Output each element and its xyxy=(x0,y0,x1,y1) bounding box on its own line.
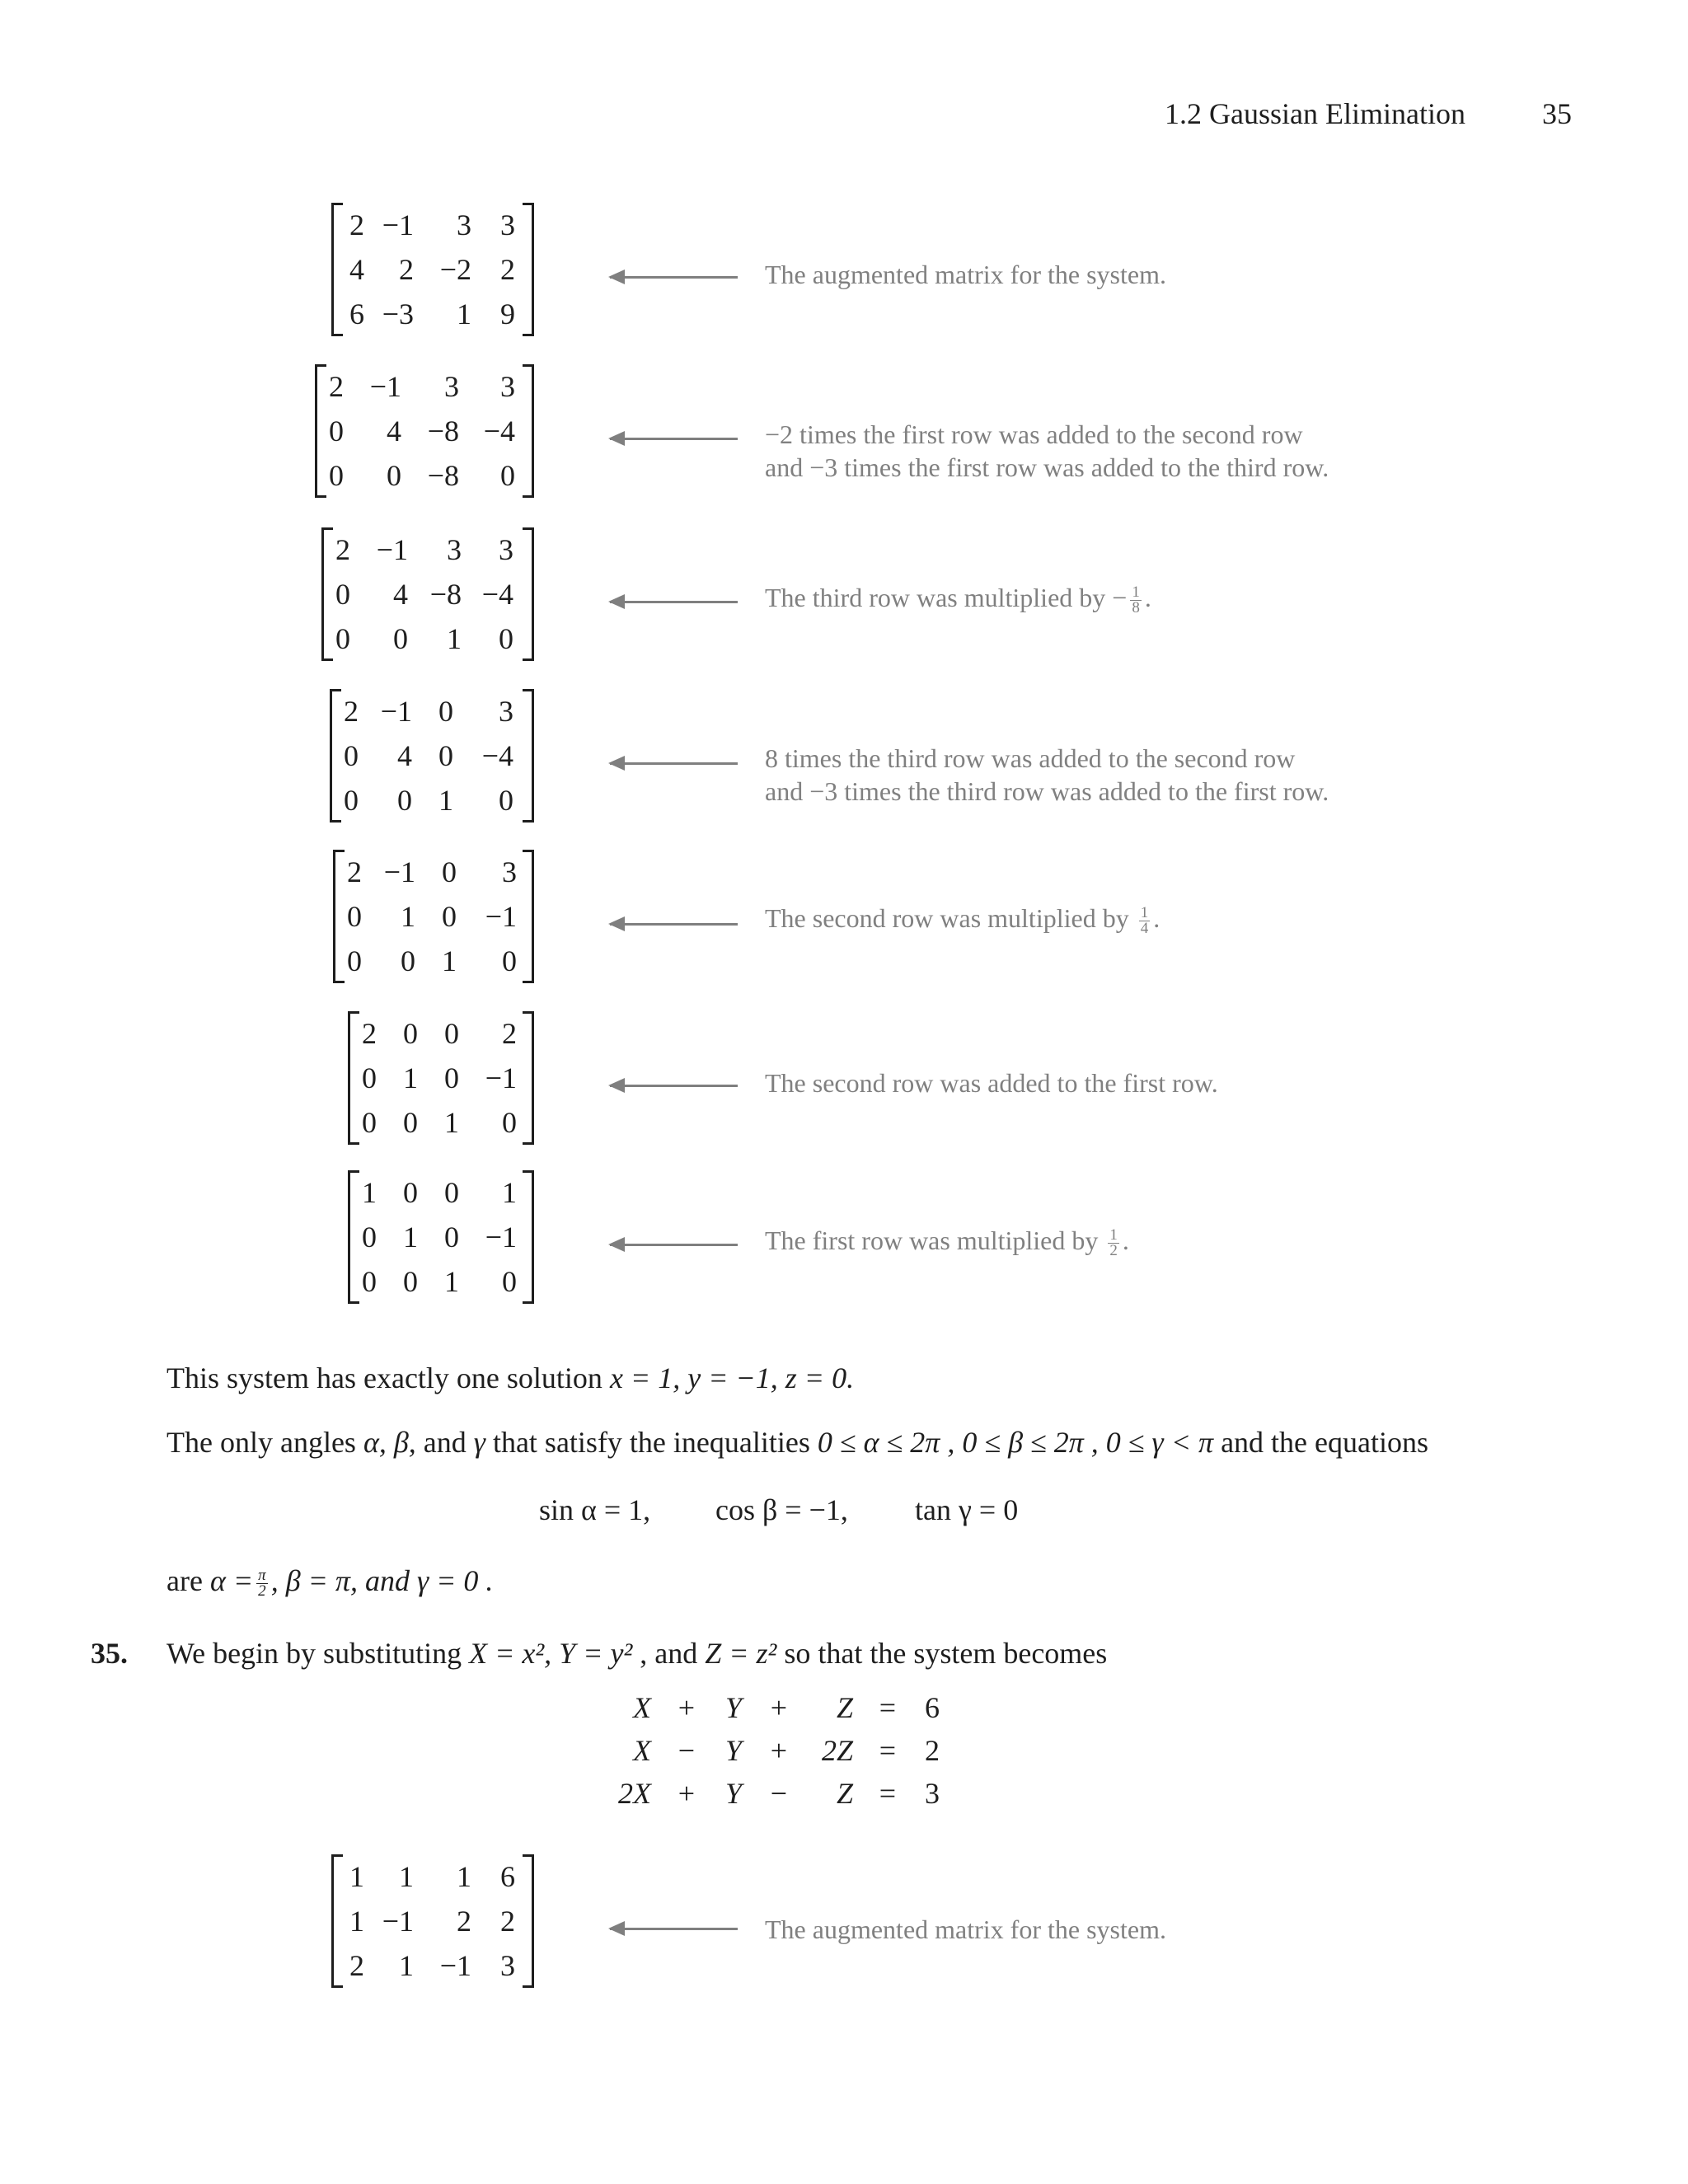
matrix-cell: 0 xyxy=(403,1106,418,1139)
step-annotation: 8 times the third row was added to the second row xyxy=(765,743,1296,773)
matrix-cell: 2 xyxy=(349,209,364,241)
system-term: Y xyxy=(724,1777,742,1810)
matrix-cell: 3 xyxy=(499,695,513,728)
matrix-cell: 0 xyxy=(502,944,517,977)
matrix-cell: 1 xyxy=(442,944,457,977)
system-term: 2Z xyxy=(821,1734,853,1767)
matrix-cell: 1 xyxy=(399,1860,414,1893)
augmented-matrix xyxy=(331,203,534,336)
matrix-cell: 0 xyxy=(438,695,453,728)
matrix-cell: 1 xyxy=(444,1106,459,1139)
step-annotation: The second row was multiplied by $\frac{1}{4}$ . xyxy=(765,903,1160,938)
angles-inequalities: 0 ≤ α ≤ 2π , 0 ≤ β ≤ 2π , 0 ≤ γ < π xyxy=(817,1426,1214,1459)
arrow-left-icon xyxy=(610,438,738,440)
system-term: Z xyxy=(836,1777,853,1810)
are-lead: are xyxy=(166,1564,210,1597)
angles-gamma: γ xyxy=(473,1426,485,1459)
matrix-cell: 0 xyxy=(403,1176,418,1209)
matrix-cell: −4 xyxy=(483,415,515,448)
matrix-bracket-right xyxy=(523,1854,534,1988)
matrix-cell: −1 xyxy=(485,1221,517,1254)
system-term: + xyxy=(770,1734,787,1767)
matrix-cell: 3 xyxy=(500,209,515,241)
page-number: 35 xyxy=(1542,97,1572,130)
problem-lead: We begin by substituting xyxy=(166,1637,470,1670)
matrix-cell: 0 xyxy=(329,415,344,448)
step-annotation: The augmented matrix for the system. xyxy=(765,260,1166,289)
system-term: X xyxy=(633,1734,651,1767)
angle-values xyxy=(166,1563,493,1599)
angles-middle: that satisfy the inequalities xyxy=(485,1426,818,1459)
solution-statement xyxy=(166,1360,854,1396)
arrow-left-icon xyxy=(610,762,738,765)
matrix-cell: −1 xyxy=(369,370,401,403)
matrix-cell: 1 xyxy=(349,1905,364,1938)
system-term: Z xyxy=(836,1691,853,1724)
matrix-cell: 0 xyxy=(499,784,513,817)
arrow-left-icon xyxy=(610,1244,738,1246)
augmented-matrix xyxy=(348,1011,534,1145)
matrix-cell: 0 xyxy=(362,1265,377,1298)
fraction: $\frac{1}{2}$ xyxy=(1109,1226,1118,1260)
matrix-cell: −8 xyxy=(427,459,459,492)
matrix-cell: 0 xyxy=(444,1017,459,1050)
trig-equation-cos: cos β = −1, xyxy=(715,1493,848,1526)
system-term: − xyxy=(770,1777,787,1810)
matrix-bracket-right xyxy=(523,527,534,661)
matrix-cell: 0 xyxy=(344,739,359,772)
matrix-cell: 0 xyxy=(329,459,344,492)
system-term: = xyxy=(879,1777,896,1810)
matrix-cell: 3 xyxy=(500,370,515,403)
trig-equation-tan: tan γ = 0 xyxy=(915,1493,1019,1526)
matrix-cell: 3 xyxy=(502,855,517,888)
augmented-matrix xyxy=(315,364,534,498)
system-term: = xyxy=(879,1691,896,1724)
matrix-cell: 0 xyxy=(502,1106,517,1139)
augmented-matrix xyxy=(330,689,534,823)
step-annotation: The second row was added to the first row. xyxy=(765,1068,1218,1098)
matrix-cell: 1 xyxy=(438,784,453,817)
matrix-cell: 0 xyxy=(444,1221,459,1254)
matrix-cell: 1 xyxy=(362,1176,377,1209)
fraction: $\frac{1}{4}$ xyxy=(1140,904,1149,938)
arrow-left-icon xyxy=(610,923,738,926)
substitution-and: , and xyxy=(632,1637,706,1670)
matrix-cell: 0 xyxy=(403,1265,418,1298)
matrix-cell: 0 xyxy=(347,900,362,933)
fraction: $\frac{1}{8}$ xyxy=(1132,583,1140,617)
matrix-cell: 2 xyxy=(500,1905,515,1938)
augmented-matrix xyxy=(331,1854,534,1988)
matrix-cell: −1 xyxy=(485,1062,517,1094)
matrix-cell: 1 xyxy=(401,900,415,933)
system-term: + xyxy=(678,1691,695,1724)
matrix-cell: 0 xyxy=(344,784,359,817)
matrix-cell: −1 xyxy=(380,695,412,728)
problem-statement xyxy=(166,1635,1107,1671)
matrix-cell: 0 xyxy=(502,1265,517,1298)
matrix-cell: 0 xyxy=(403,1017,418,1050)
arrow-left-icon xyxy=(610,276,738,279)
matrix-cell: 0 xyxy=(442,900,457,933)
matrix-cell: 3 xyxy=(457,209,471,241)
matrix-cell: 1 xyxy=(403,1062,418,1094)
matrix-cell: −4 xyxy=(481,739,513,772)
augmented-matrix xyxy=(321,527,534,661)
alpha-equals: α = xyxy=(209,1564,254,1597)
arrow-left-icon xyxy=(610,1085,738,1087)
matrix-cell: 2 xyxy=(335,533,350,566)
matrix-cell: 2 xyxy=(362,1017,377,1050)
matrix-cell: −1 xyxy=(382,209,414,241)
matrix-cell: 0 xyxy=(442,855,457,888)
matrix-cell: 0 xyxy=(397,784,412,817)
matrix-bracket-right xyxy=(523,689,534,823)
arrow-left-icon xyxy=(610,601,738,603)
matrix-cell: 1 xyxy=(502,1176,517,1209)
running-header-section: 1.2 Gaussian Elimination xyxy=(1165,97,1465,130)
substitution-y: , Y = y² xyxy=(544,1637,633,1670)
substitution-z: Z = z² xyxy=(705,1637,777,1670)
angles-alpha-beta: α, β, xyxy=(363,1426,416,1459)
matrix-cell: −3 xyxy=(382,298,414,330)
matrix-cell: 6 xyxy=(349,298,364,330)
matrix-cell: −1 xyxy=(382,1905,414,1938)
matrix-cell: 2 xyxy=(344,695,359,728)
trig-equation-sin: sin α = 1, xyxy=(539,1493,651,1526)
matrix-bracket-right xyxy=(523,203,534,336)
matrix-cell: 1 xyxy=(447,622,462,655)
angles-statement xyxy=(166,1424,1428,1460)
matrix-bracket-right xyxy=(523,850,534,983)
matrix-cell: 0 xyxy=(438,739,453,772)
matrix-cell: 2 xyxy=(502,1017,517,1050)
matrix-cell: 0 xyxy=(387,459,401,492)
system-term: Y xyxy=(724,1691,742,1724)
system-term: X xyxy=(633,1691,651,1724)
matrix-cell: 3 xyxy=(444,370,459,403)
matrix-cell: 0 xyxy=(335,622,350,655)
matrix-cell: 2 xyxy=(457,1905,471,1938)
angles-tail: and the equations xyxy=(1213,1426,1429,1459)
step-annotation: The third row was multiplied by − $\frac{1}{8}$ . xyxy=(765,583,1151,617)
matrix-cell: 0 xyxy=(444,1062,459,1094)
solution-lead: This system has exactly one solution xyxy=(166,1361,610,1394)
augmented-matrix xyxy=(333,850,534,983)
arrow-left-icon xyxy=(610,1928,738,1930)
matrix-cell: 2 xyxy=(500,253,515,286)
system-term: 2 xyxy=(925,1734,940,1767)
system-term: + xyxy=(770,1691,787,1724)
step-annotation: and −3 times the first row was added to the third row. xyxy=(765,452,1329,482)
matrix-cell: 2 xyxy=(399,253,414,286)
pi-over-two: $\frac{\pi}{2}$ xyxy=(258,1567,266,1601)
matrix-cell: 4 xyxy=(397,739,412,772)
matrix-cell: 2 xyxy=(347,855,362,888)
problem-number: 35. xyxy=(91,1637,128,1670)
matrix-cell: −8 xyxy=(429,578,462,611)
matrix-cell: 0 xyxy=(499,622,513,655)
system-term: = xyxy=(879,1734,896,1767)
step-annotation: The augmented matrix for the system. xyxy=(765,1915,1166,1944)
matrix-cell: 4 xyxy=(387,415,401,448)
matrix-cell: 0 xyxy=(362,1106,377,1139)
matrix-cell: 2 xyxy=(349,1949,364,1982)
matrix-cell: 1 xyxy=(457,1860,471,1893)
matrix-cell: −2 xyxy=(439,253,471,286)
matrix-cell: 0 xyxy=(362,1062,377,1094)
matrix-cell: 1 xyxy=(349,1860,364,1893)
matrix-cell: −1 xyxy=(383,855,415,888)
matrix-cell: 0 xyxy=(393,622,408,655)
system-term: 2X xyxy=(618,1777,651,1810)
matrix-cell: 4 xyxy=(349,253,364,286)
matrix-cell: 1 xyxy=(399,1949,414,1982)
matrix-cell: 0 xyxy=(347,944,362,977)
matrix-cell: 9 xyxy=(500,298,515,330)
matrix-cell: 3 xyxy=(447,533,462,566)
system-term: Y xyxy=(724,1734,742,1767)
matrix-cell: −8 xyxy=(427,415,459,448)
matrix-cell: 0 xyxy=(444,1176,459,1209)
matrix-cell: 3 xyxy=(500,1949,515,1982)
matrix-cell: 0 xyxy=(335,578,350,611)
system-term: 3 xyxy=(925,1777,940,1810)
step-annotation: and −3 times the third row was added to the first row. xyxy=(765,776,1329,806)
angles-lead: The only angles xyxy=(166,1426,363,1459)
matrix-cell: 0 xyxy=(362,1221,377,1254)
angles-and: and xyxy=(415,1426,474,1459)
matrix-cell: 1 xyxy=(444,1265,459,1298)
beta-gamma-values: , β = π, and γ = 0 . xyxy=(270,1564,494,1597)
solution-values: x = 1, y = −1, z = 0. xyxy=(609,1361,855,1394)
matrix-bracket-right xyxy=(523,1011,534,1145)
matrix-cell: 0 xyxy=(401,944,415,977)
matrix-cell: −1 xyxy=(439,1949,471,1982)
matrix-cell: 4 xyxy=(393,578,408,611)
problem-tail: so that the system becomes xyxy=(776,1637,1108,1670)
matrix-cell: 3 xyxy=(499,533,513,566)
matrix-bracket-right xyxy=(523,364,534,498)
matrix-cell: 0 xyxy=(500,459,515,492)
matrix-cell: 1 xyxy=(403,1221,418,1254)
matrix-cell: 2 xyxy=(329,370,344,403)
step-annotation: The first row was multiplied by $\frac{1}{2}$ . xyxy=(765,1226,1129,1260)
matrix-bracket-right xyxy=(523,1170,534,1304)
step-annotation: −2 times the first row was added to the second row xyxy=(765,419,1303,449)
augmented-matrix xyxy=(348,1170,534,1304)
system-term: − xyxy=(678,1734,695,1767)
matrix-cell: −1 xyxy=(376,533,408,566)
system-term: 6 xyxy=(925,1691,940,1724)
matrix-cell: 1 xyxy=(457,298,471,330)
matrix-cell: 6 xyxy=(500,1860,515,1893)
matrix-cell: −4 xyxy=(481,578,513,611)
system-term: + xyxy=(678,1777,695,1810)
substitution-x: X = x² xyxy=(469,1637,545,1670)
matrix-cell: −1 xyxy=(485,900,517,933)
